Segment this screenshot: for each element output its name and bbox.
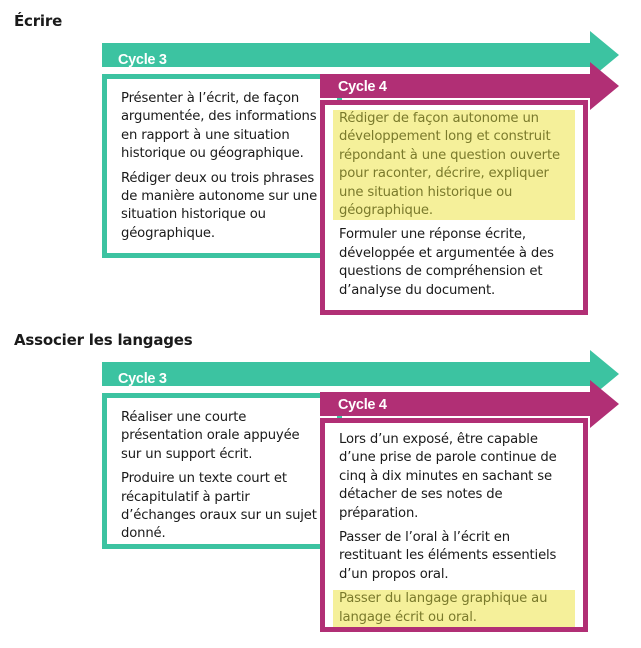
cycle4-paragraph: Lors d’un exposé, être capable d’une prise de parole continue de cinq à dix minutes en sachant se détacher de ses notes de préparation. xyxy=(339,432,557,521)
cycle3-label: Cycle 3 xyxy=(118,52,167,68)
cycle3-label: Cycle 3 xyxy=(118,371,167,387)
cycle3-paragraph: Rédiger deux ou trois phrases de manière autonome sur une situation historique ou géographique. xyxy=(121,170,318,241)
section-title-associer-les-langages: Associer les langages xyxy=(14,331,193,349)
section-title-ecrire: Écrire xyxy=(14,12,63,30)
cycle3-paragraph: Présenter à l’écrit, de façon argumentée, des informations en rapport à une situation historique ou géographique. xyxy=(121,91,317,162)
cycle3-paragraph: Produire un texte court et récapitulatif à partir d’échanges oraux sur un sujet donné. xyxy=(121,471,317,542)
cycle4-paragraph: Passer de l’oral à l’écrit en restituant les éléments essentiels d’un propos oral. xyxy=(339,530,557,582)
cycle3-paragraph: Réaliser une courte présentation orale appuyée sur un support écrit. xyxy=(121,410,300,462)
cycle4-label: Cycle 4 xyxy=(338,79,387,95)
cycle4-paragraph: Formuler une réponse écrite, développée et argumentée à des questions de compréhension et d’analyse du document. xyxy=(339,227,554,298)
cycle3-box xyxy=(102,393,342,549)
cycle4-box xyxy=(320,100,588,315)
cycle4-label: Cycle 4 xyxy=(338,397,387,413)
cycle4-highlight: Passer du langage graphique au langage écrit ou oral. xyxy=(333,590,575,627)
cycle4-highlight: Rédiger de façon autonome un développement long et construit répondant à une question ouverte pour raconter, décrire, expliquer une situation historique ou géographique. xyxy=(333,110,575,220)
cycle3-box xyxy=(102,74,342,258)
cycle4-box xyxy=(320,418,588,632)
